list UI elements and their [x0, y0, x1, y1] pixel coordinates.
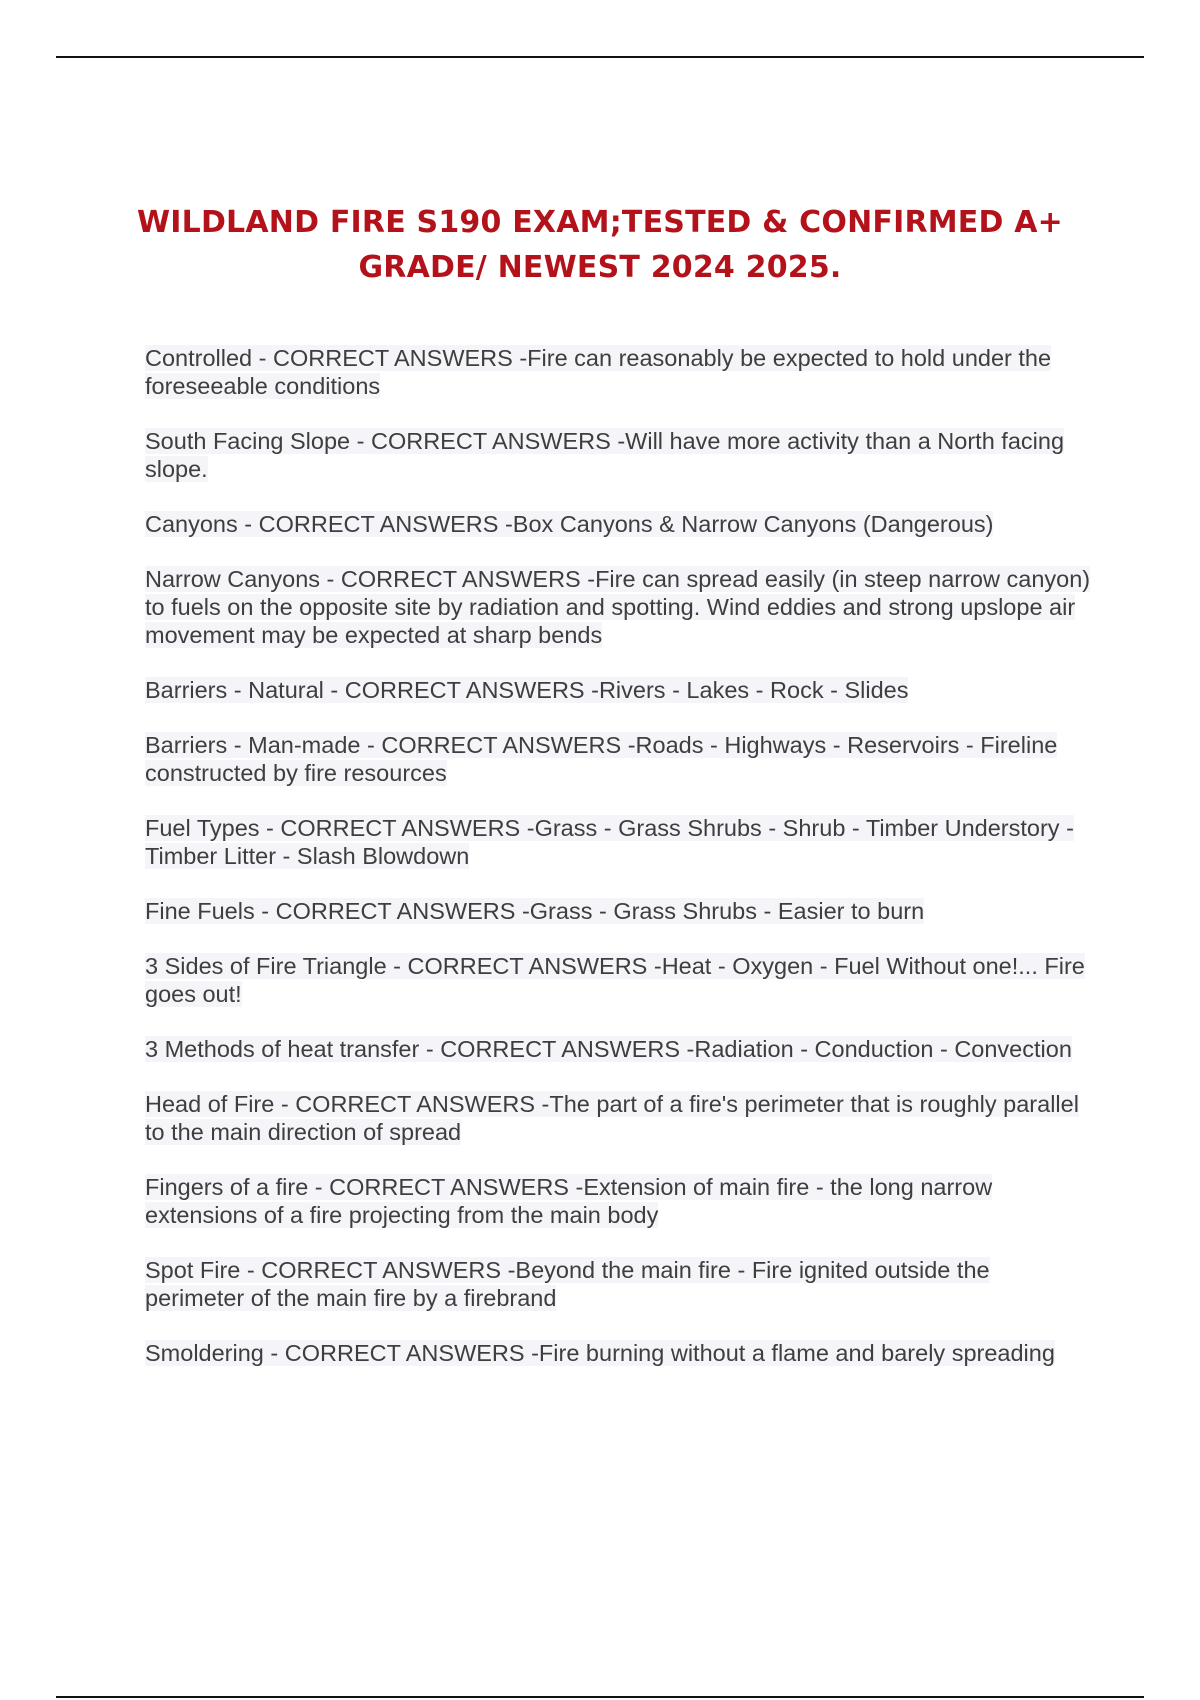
list-item: [145, 814, 1095, 870]
qa-text: Canyons - CORRECT ANSWERS -Box Canyons & Narrow Canyons (Dangerous): [145, 511, 994, 537]
qa-text: Barriers - Natural - CORRECT ANSWERS -Rivers - Lakes - Rock - Slides: [145, 677, 909, 703]
list-item: [145, 510, 1095, 538]
qa-text: Fingers of a fire - CORRECT ANSWERS -Extension of main fire - the long narrow extensions of a fire projecting from the main body: [145, 1174, 993, 1228]
qa-text: 3 Methods of heat transfer - CORRECT ANSWERS -Radiation - Conduction - Convection: [145, 1036, 1072, 1062]
list-item: [145, 1090, 1095, 1146]
qa-text: Smoldering - CORRECT ANSWERS -Fire burning without a flame and barely spreading: [145, 1340, 1055, 1366]
qa-text: Fine Fuels - CORRECT ANSWERS -Grass - Grass Shrubs - Easier to burn: [145, 898, 925, 924]
list-item: [145, 1035, 1095, 1063]
title-line-1: WILDLAND FIRE S190 EXAM;TESTED & CONFIRMED A+: [136, 205, 1064, 240]
list-item: [145, 897, 1095, 925]
list-item: [145, 1339, 1095, 1367]
list-item: [145, 344, 1095, 400]
qa-text: Narrow Canyons - CORRECT ANSWERS -Fire can spread easily (in steep narrow canyon) to fuels on the opposite site by radiation and spotting. Wind eddies and strong upslope air movement may be expected at sharp bends: [145, 566, 1091, 648]
bottom-rule: [56, 1696, 1144, 1698]
qa-text: Spot Fire - CORRECT ANSWERS -Beyond the main fire - Fire ignited outside the perimeter of the main fire by a firebrand: [145, 1257, 990, 1311]
list-item: [145, 952, 1095, 1008]
list-item: [145, 565, 1095, 649]
document-title: [120, 200, 1080, 290]
qa-text: 3 Sides of Fire Triangle - CORRECT ANSWERS -Heat - Oxygen - Fuel Without one!... Fire goes out!: [145, 953, 1085, 1007]
list-item: [145, 1173, 1095, 1229]
qa-text: Head of Fire - CORRECT ANSWERS -The part of a fire's perimeter that is roughly parallel to the main direction of spread: [145, 1091, 1079, 1145]
qa-text: South Facing Slope - CORRECT ANSWERS -Will have more activity than a North facing slope.: [145, 428, 1065, 482]
list-item: [145, 427, 1095, 483]
qa-text: Barriers - Man-made - CORRECT ANSWERS -Roads - Highways - Reservoirs - Fireline constructed by fire resources: [145, 732, 1058, 786]
qa-text: Controlled - CORRECT ANSWERS -Fire can reasonably be expected to hold under the foreseeable conditions: [145, 345, 1052, 399]
title-line-2: GRADE/ NEWEST 2024 2025.: [358, 250, 842, 285]
list-item: [145, 676, 1095, 704]
qa-text: Fuel Types - CORRECT ANSWERS -Grass - Grass Shrubs - Shrub - Timber Understory - Timber Litter - Slash Blowdown: [145, 815, 1074, 869]
qa-list: [145, 344, 1095, 1394]
top-rule: [56, 56, 1144, 58]
list-item: [145, 1256, 1095, 1312]
list-item: [145, 731, 1095, 787]
